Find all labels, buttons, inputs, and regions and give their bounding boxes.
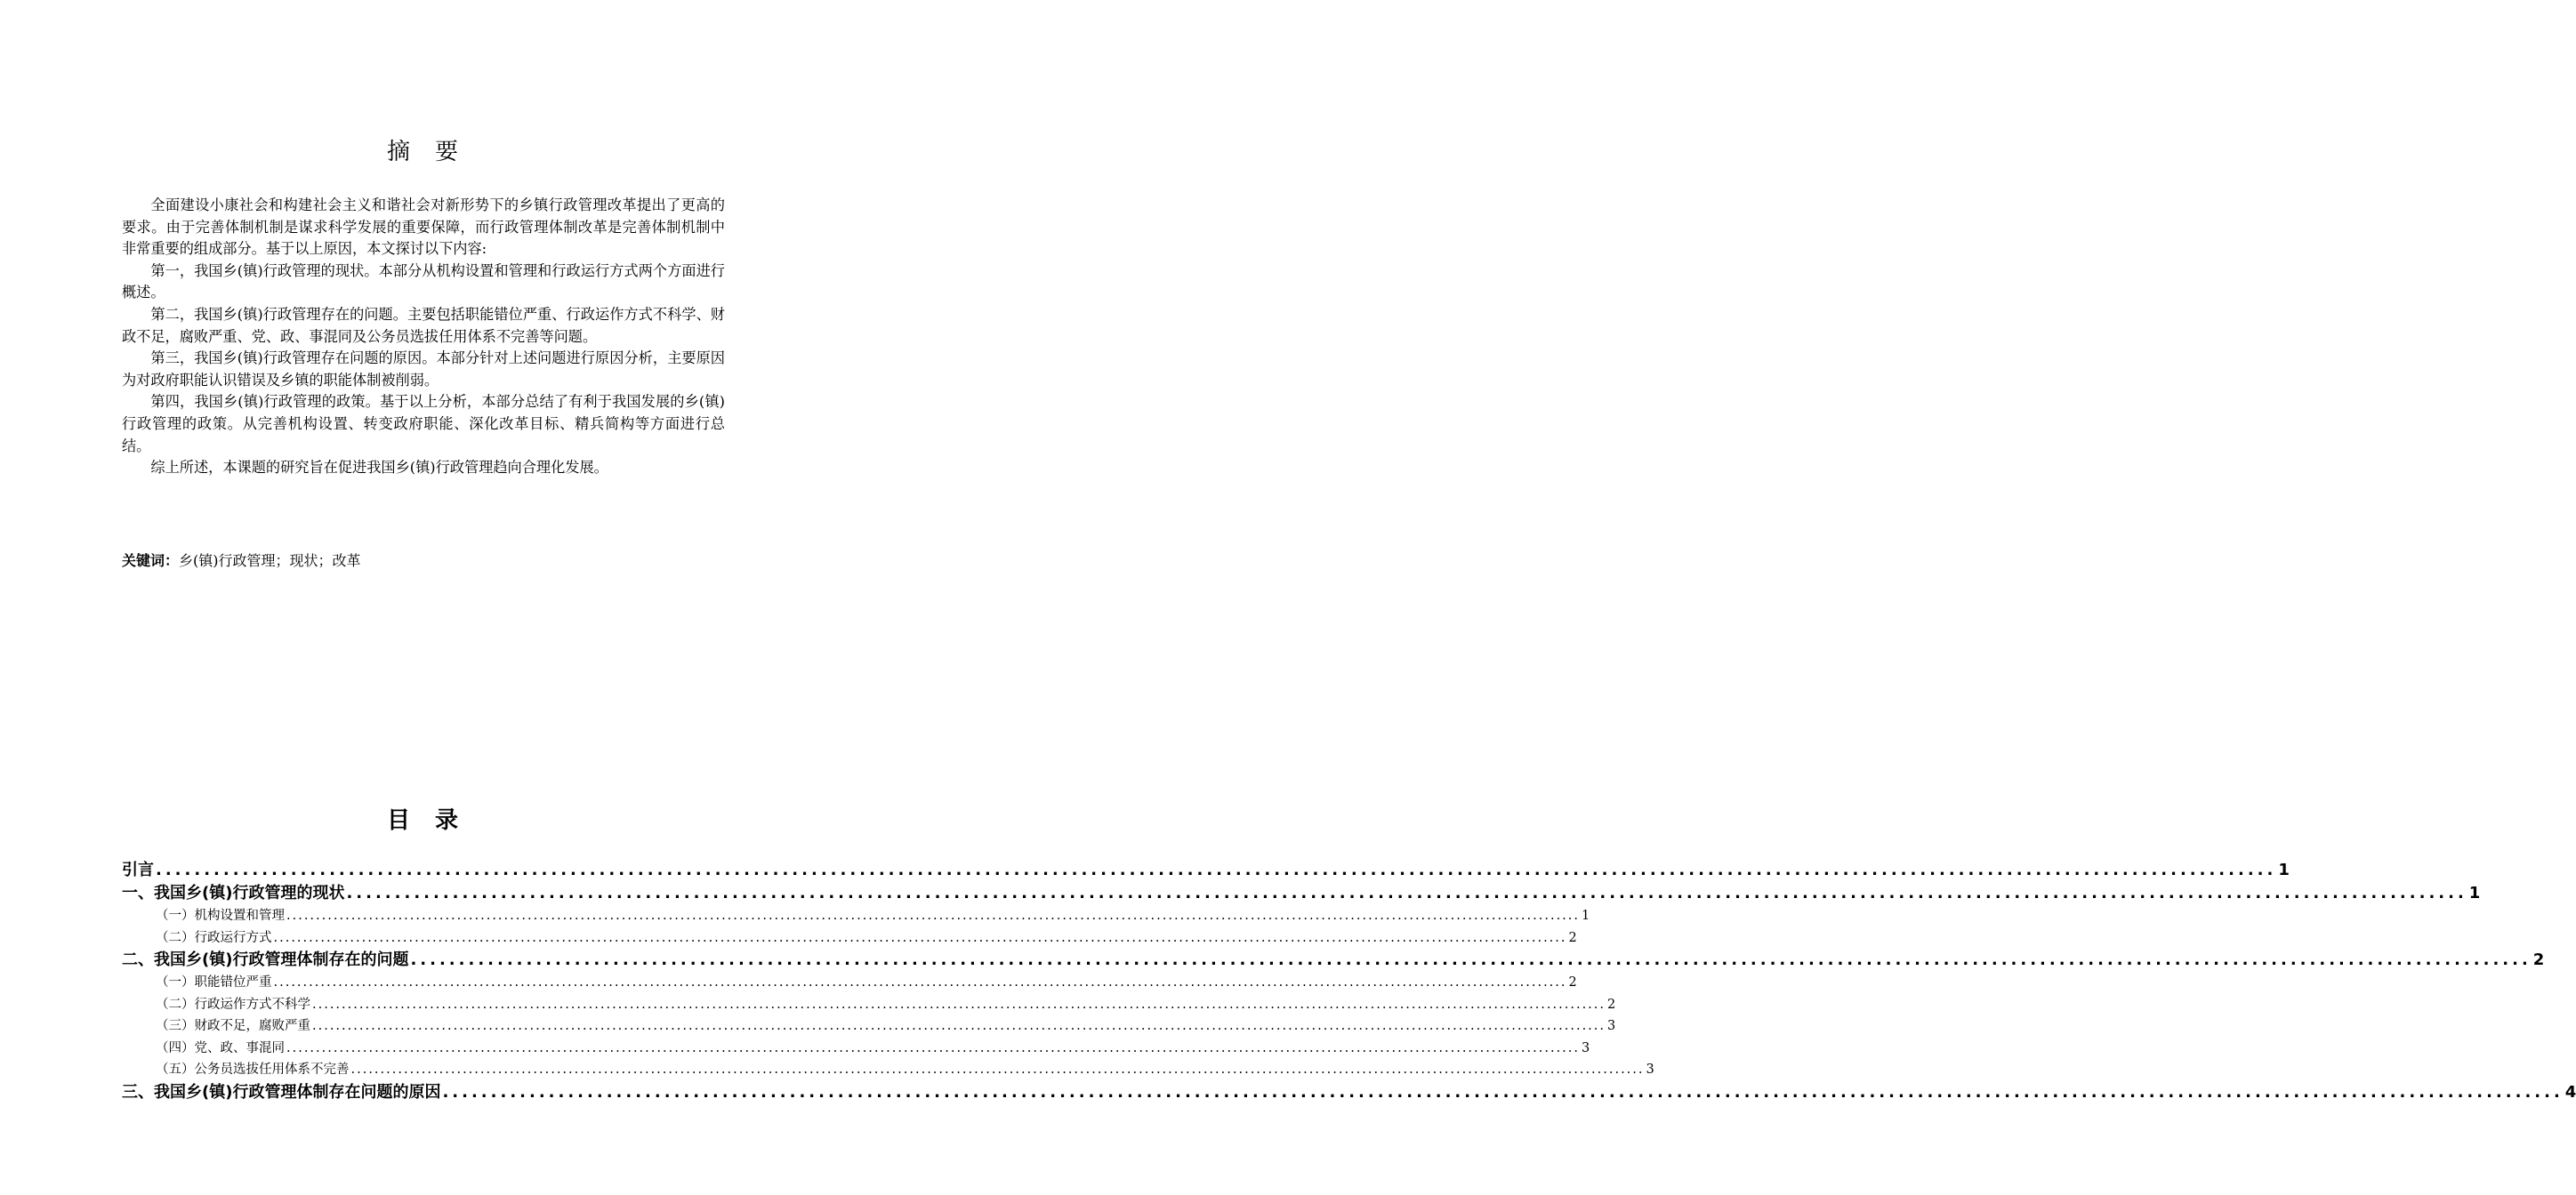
toc-dot-leader: ............................................................................................................................................................................................................................ — [286, 1040, 1581, 1055]
toc-dot-leader: ............................................................................................................................................................................................................................ — [442, 1082, 2564, 1102]
toc-dot-leader: ............................................................................................................................................................................................................................ — [312, 997, 1606, 1012]
abstract-paragraph: 第四，我国乡(镇)行政管理的政策。基于以上分析，本部分总结了有利于我国发展的乡(镇)行政管理的政策。从完善机构设置、转变政府职能、深化改革目标、精兵简构等方面进行总结。 — [122, 393, 725, 454]
toc-page-number: 2 — [1568, 975, 1577, 990]
toc-entry-title: 一、我国乡(镇)行政管理的现状 — [122, 884, 345, 902]
toc-page-number: 2 — [1607, 997, 1616, 1012]
toc-entry-title: 二、我国乡(镇)行政管理体制存在的问题 — [122, 950, 409, 969]
toc-page-number: 1 — [2468, 884, 2481, 902]
abstract-body — [122, 195, 725, 479]
table-of-contents — [122, 859, 2576, 1104]
toc-dot-leader: ............................................................................................................................................................................................................................ — [273, 930, 1567, 945]
toc-entry-title: （五）公务员选拔任用体系不完善 — [156, 1063, 350, 1077]
toc-entry-title: （二）行政运作方式不科学 — [156, 997, 310, 1012]
toc-section-entry[interactable] — [122, 994, 1616, 1016]
toc-chapter-entry[interactable] — [122, 859, 2290, 882]
keywords-line — [122, 550, 725, 572]
abstract-paragraph: 第三，我国乡(镇)行政管理存在问题的原因。本部分针对上述问题进行原因分析，主要原因为对政府职能认识错误及乡镇的职能体制被削弱。 — [122, 349, 725, 389]
toc-page-number: 2 — [1568, 930, 1577, 945]
toc-page-number: 3 — [1607, 1019, 1616, 1033]
keywords-label: 关键词： — [122, 552, 180, 569]
abstract-paragraph: 综上所述，本课题的研究旨在促进我国乡(镇)行政管理趋向合理化发展。 — [150, 459, 608, 477]
toc-entry-title: 三、我国乡(镇)行政管理体制存在问题的原因 — [122, 1082, 441, 1102]
toc-dot-leader: ............................................................................................................................................................................................................................ — [346, 884, 2467, 902]
toc-title: 目录 — [386, 807, 483, 834]
toc-chapter-entry[interactable] — [122, 949, 2545, 972]
toc-dot-leader: ............................................................................................................................................................................................................................ — [350, 1063, 1645, 1077]
toc-chapter-entry[interactable] — [122, 882, 2481, 905]
abstract-paragraph: 第二，我国乡(镇)行政管理存在的问题。主要包括职能错位严重、行政运作方式不科学、财政不足，腐败严重、党、政、事混同及公务员选拔任用体系不完善等问题。 — [122, 305, 725, 345]
toc-entry-title: （一）机构设置和管理 — [156, 909, 285, 923]
toc-section-entry[interactable] — [122, 972, 1577, 994]
toc-page-number: 1 — [2278, 861, 2290, 879]
toc-entry-title: （一）职能错位严重 — [156, 975, 272, 990]
toc-section-entry[interactable] — [122, 1038, 1590, 1060]
toc-dot-leader: ............................................................................................................................................................................................................................ — [273, 975, 1567, 990]
toc-section-entry[interactable] — [122, 1015, 1616, 1038]
toc-section-entry[interactable] — [122, 905, 1590, 927]
abstract-paragraph: 第一，我国乡(镇)行政管理的现状。本部分从机构设置和管理和行政运行方式两个方面进行概述。 — [122, 261, 725, 301]
toc-entry-title: （三）财政不足，腐败严重 — [156, 1019, 310, 1033]
toc-page-number: 1 — [1582, 909, 1590, 923]
toc-dot-leader: ............................................................................................................................................................................................................................ — [156, 861, 2277, 879]
abstract-paragraph: 全面建设小康社会和构建社会主义和谐社会对新形势下的乡镇行政管理改革提出了更高的要求。由于完善体制机制是谋求科学发展的重要保障，而行政管理体制改革是完善体制机制中非常重要的组成部分。基于以上原因，本文探讨以下内容: — [122, 196, 725, 258]
toc-dot-leader: ............................................................................................................................................................................................................................ — [312, 1019, 1606, 1033]
toc-page-number: 2 — [2532, 950, 2545, 969]
toc-dot-leader: ............................................................................................................................................................................................................................ — [410, 950, 2532, 969]
keywords-value: 乡(镇)行政管理；现状；改革 — [179, 552, 361, 569]
toc-chapter-entry[interactable] — [122, 1081, 2576, 1104]
toc-section-entry[interactable] — [122, 927, 1577, 950]
toc-dot-leader: ............................................................................................................................................................................................................................ — [286, 909, 1581, 923]
toc-page-number: 4 — [2564, 1082, 2576, 1102]
toc-section-entry[interactable] — [122, 1059, 1654, 1081]
toc-entry-title: 引言 — [122, 861, 154, 879]
toc-entry-title: （二）行政运行方式 — [156, 930, 272, 945]
toc-page-number: 3 — [1582, 1040, 1590, 1055]
toc-page-number: 3 — [1646, 1063, 1654, 1077]
abstract-title: 摘要 — [386, 139, 483, 165]
toc-entry-title: （四）党、政、事混同 — [156, 1040, 285, 1055]
